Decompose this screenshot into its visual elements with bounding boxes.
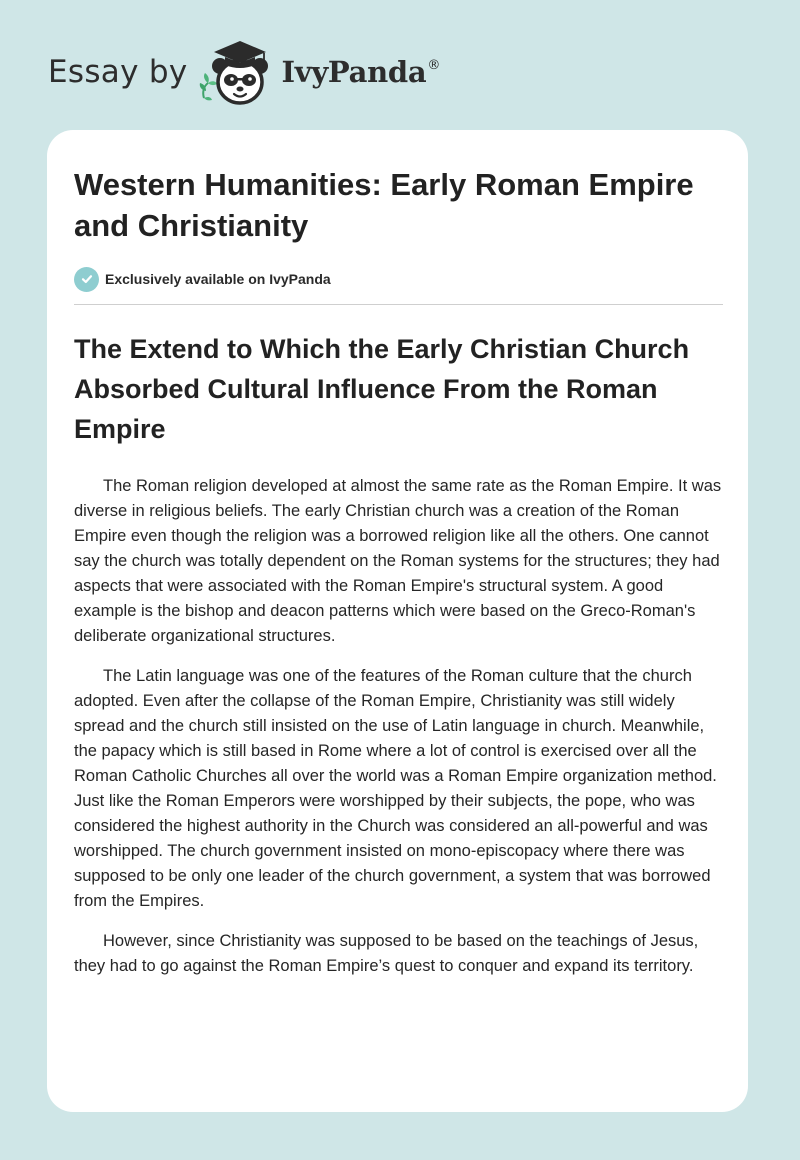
- title-divider: [74, 304, 723, 305]
- section-heading: The Extend to Which the Early Christian Church Absorbed Cultural Influence From the Roman Empire: [74, 334, 690, 444]
- exclusive-badge-label: Exclusively available on IvyPanda: [105, 271, 331, 287]
- site-logo[interactable]: [48, 36, 440, 108]
- paragraph: The Latin language was one of the features of the Roman culture that the church adopted. Even after the collapse of the Roman Empire, Christianity was still widely spread and the church still insisted on the use of Latin language in church. Meanwhile, the papacy which is still based in Rome where a lot of control is exercised over all the Roman Catholic Churches all over the world was a Roman Empire organization method. Just like the Roman Emperors were worshipped by their subjects, the pope, who was considered the highest authority in the Church was considered an all-powerful and was worshipped. The church government insisted on mono-episcopacy where there was supposed to be only one leader of the church government, a system that was borrowed from the Empires.: [74, 667, 717, 910]
- check-circle-icon: [74, 267, 99, 292]
- logo-prefix-text: Essay by: [48, 54, 188, 90]
- essay-title: Western Humanities: Early Roman Empire and Christianity: [74, 167, 694, 243]
- exclusive-badge: [74, 266, 723, 292]
- registered-mark: ®: [427, 58, 441, 73]
- logo-brand-name: IvyPanda: [281, 55, 427, 89]
- essay-card: [47, 130, 748, 1112]
- paragraph: However, since Christianity was supposed to be based on the teachings of Jesus, they had to go against the Roman Empire’s quest to conquer and expand its territory.: [74, 932, 699, 975]
- paragraph: The Roman religion developed at almost the same rate as the Roman Empire. It was diverse in religious beliefs. The early Christian church was a creation of the Roman Empire even though the religion was a borrowed religion like all the others. One cannot say the church was totally dependent on the Roman systems for the structures; they had aspects that were associated with the Roman Empire's structural system. A good example is the bishop and deacon patterns which were based on the Greco-Roman's deliberate organizational structures.: [74, 477, 722, 645]
- essay-content: [74, 164, 723, 994]
- panda-graduate-icon: [198, 36, 278, 108]
- essay-body: [74, 474, 723, 979]
